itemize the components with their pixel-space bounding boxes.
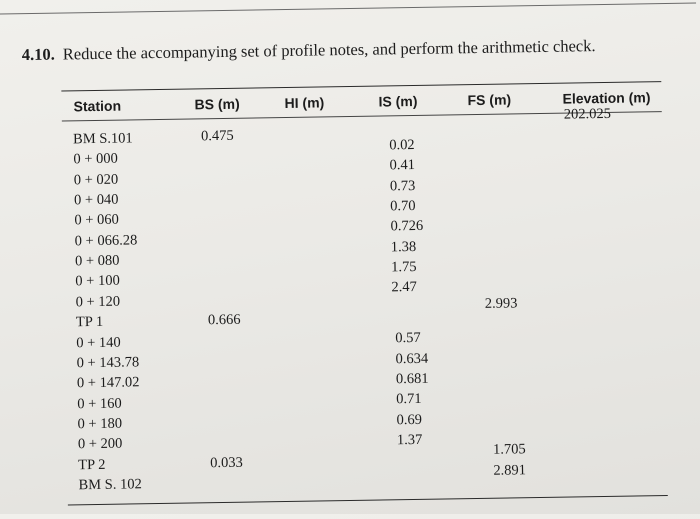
is-cell: 0.634 <box>395 350 429 367</box>
is-cell: 2.47 <box>391 279 417 296</box>
is-cell: 0.681 <box>395 370 429 388</box>
bs-cell: 0.666 <box>207 311 241 329</box>
station-cell: TP 2 <box>78 456 106 473</box>
col-header-is: IS (m) <box>378 92 418 110</box>
bs-cell: 0.475 <box>200 127 234 145</box>
is-cell: 0.41 <box>389 157 416 174</box>
col-header-station: Station <box>73 97 122 115</box>
fs-cell: 1.705 <box>492 441 526 458</box>
station-cell: BM S.101 <box>72 130 133 148</box>
is-cell: 0.70 <box>390 198 416 215</box>
is-cell: 1.38 <box>390 238 417 256</box>
station-cell: 0 + 100 <box>75 273 120 290</box>
is-cell: 0.57 <box>395 330 421 347</box>
station-cell: 0 + 040 <box>73 191 119 209</box>
problem-heading <box>22 36 596 65</box>
is-cell: 1.75 <box>391 259 417 276</box>
station-cell: BM S. 102 <box>78 476 142 494</box>
station-cell: 0 + 066.28 <box>74 232 138 250</box>
col-header-hi: HI (m) <box>284 94 325 112</box>
table-bottom-rule <box>68 495 668 505</box>
is-cell: 0.02 <box>389 136 415 154</box>
station-cell: 0 + 020 <box>73 171 119 189</box>
fs-cell: 2.891 <box>493 462 527 479</box>
fs-cell: 2.993 <box>484 295 518 312</box>
is-cell: 1.37 <box>396 431 423 449</box>
station-cell: 0 + 143.78 <box>76 354 140 372</box>
col-header-fs: FS (m) <box>467 91 512 109</box>
station-cell: 0 + 000 <box>73 150 118 168</box>
col-header-bs: BS (m) <box>194 95 240 113</box>
problem-text: Reduce the accompanying set of profile notes, and perform the arithmetic check. <box>62 36 596 64</box>
problem-number: 4.10. <box>21 44 55 65</box>
col-header-elevation: Elevation (m) <box>562 89 651 107</box>
page-top-rule <box>0 3 696 15</box>
station-cell: 0 + 160 <box>77 395 122 412</box>
elevation-cell: 202.025 <box>563 105 612 123</box>
station-cell: 0 + 080 <box>74 252 120 270</box>
station-cell: 0 + 200 <box>77 435 123 453</box>
bs-cell: 0.033 <box>210 454 243 471</box>
station-cell: TP 1 <box>75 314 104 331</box>
is-cell: 0.726 <box>390 218 424 235</box>
station-cell: 0 + 147.02 <box>76 374 140 392</box>
is-cell: 0.69 <box>396 411 423 428</box>
station-cell: 0 + 140 <box>76 334 121 351</box>
station-cell: 0 + 060 <box>74 212 119 229</box>
station-cell: 0 + 120 <box>75 293 121 311</box>
is-cell: 0.71 <box>396 391 422 408</box>
station-cell: 0 + 180 <box>77 415 123 433</box>
is-cell: 0.73 <box>389 177 416 195</box>
